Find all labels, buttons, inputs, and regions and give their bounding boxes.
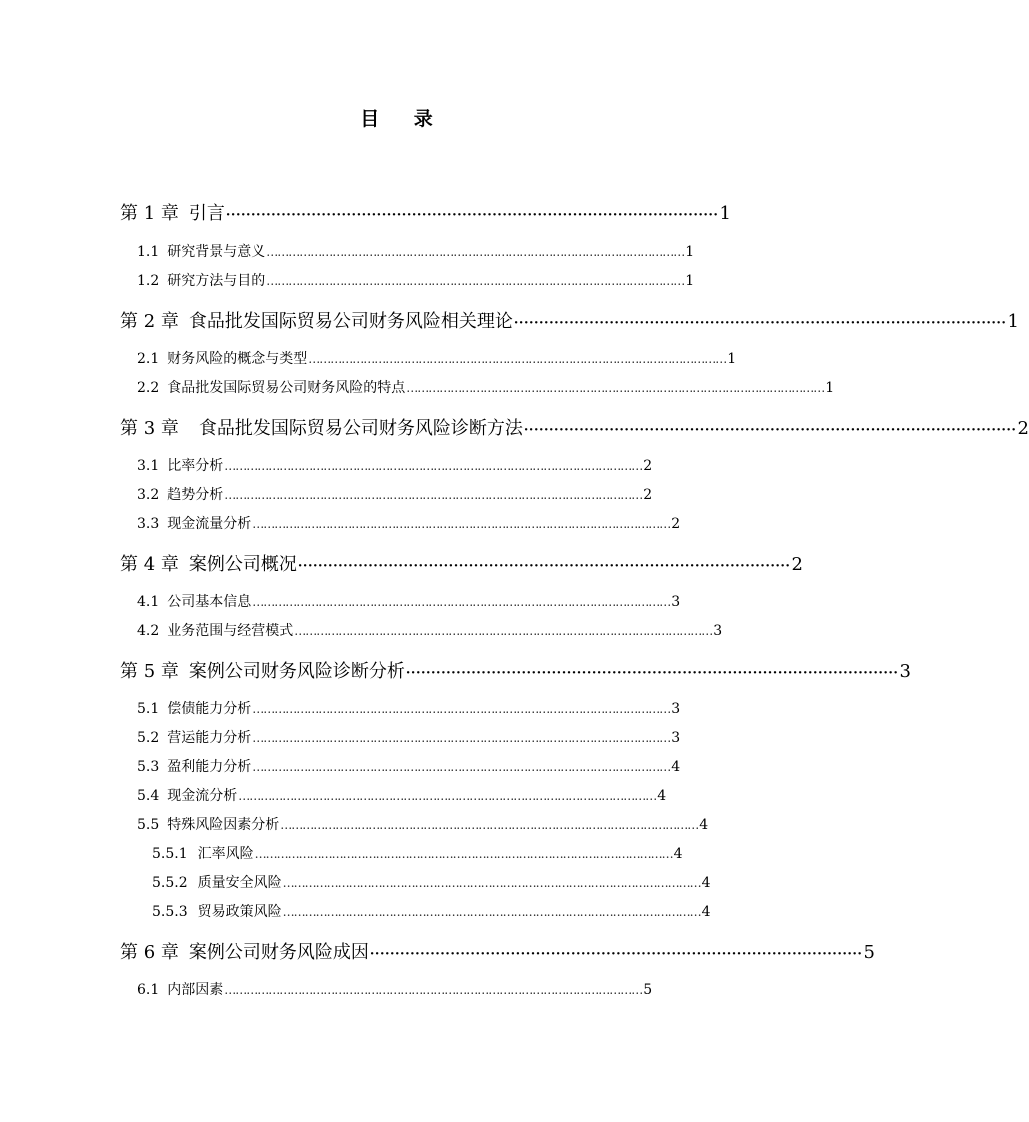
page-title: 目 录	[360, 108, 447, 130]
toc-section-5-5[interactable]	[137, 814, 709, 834]
toc-text: 案例公司概况	[188, 554, 297, 575]
toc-page: 3	[713, 623, 723, 639]
toc-leader: ··································································································	[225, 208, 719, 223]
toc-leader: ……………………………………………………………………………………………………	[224, 488, 643, 502]
toc-text: 食品批发国际贸易公司财务风险相关理论	[188, 311, 513, 332]
toc-page: 5	[863, 942, 875, 963]
toc-text: 研究背景与意义	[167, 244, 266, 260]
toc-leader: ……………………………………………………………………………………………………	[224, 459, 643, 473]
toc-number: 第 4 章	[120, 554, 179, 575]
toc-page: 2	[643, 487, 653, 503]
toc-section-5-2[interactable]	[137, 727, 681, 747]
toc-text: 质量安全风险	[197, 875, 282, 891]
toc-chapter-6[interactable]	[120, 938, 875, 964]
toc-number: 2.2	[137, 380, 160, 396]
toc-leader: ……………………………………………………………………………………………………	[252, 731, 671, 745]
toc-number: 3.3	[137, 516, 160, 532]
toc-text: 财务风险的概念与类型	[167, 351, 308, 367]
toc-number: 4.1	[137, 594, 160, 610]
toc-subsection-5-5-1[interactable]	[152, 843, 683, 863]
toc-leader: ……………………………………………………………………………………………………	[252, 595, 671, 609]
toc-page: 1	[825, 380, 835, 396]
toc-page: 4	[701, 875, 711, 891]
toc-number: 5.4	[137, 788, 160, 804]
toc-page: 2	[1017, 418, 1029, 439]
toc-leader: ……………………………………………………………………………………………………	[266, 274, 685, 288]
toc-number: 第 6 章	[120, 942, 179, 963]
toc-text: 特殊风险因素分析	[167, 817, 280, 833]
toc-number: 第 5 章	[120, 661, 179, 682]
toc-text: 偿债能力分析	[167, 701, 252, 717]
toc-leader: ……………………………………………………………………………………………………	[282, 905, 701, 919]
toc-number: 2.1	[137, 351, 160, 367]
toc-leader: ……………………………………………………………………………………………………	[406, 381, 825, 395]
toc-number: 5.5.1	[152, 846, 188, 862]
toc-text: 汇率风险	[197, 846, 254, 862]
toc-section-6-1[interactable]	[137, 979, 653, 999]
toc-leader: ··································································································	[513, 316, 1007, 331]
toc-number: 5.2	[137, 730, 160, 746]
toc-chapter-4[interactable]	[120, 550, 803, 576]
toc-text: 引言	[188, 203, 225, 224]
toc-page: 4	[673, 846, 683, 862]
toc-leader: ··································································································	[405, 666, 899, 681]
toc-page: 1	[727, 351, 737, 367]
toc-text: 食品批发国际贸易公司财务风险诊断方法	[198, 418, 523, 439]
toc-number: 1.2	[137, 273, 160, 289]
toc-number: 5.5.2	[152, 875, 188, 891]
toc-text: 业务范围与经营模式	[167, 623, 294, 639]
toc-page: 3	[671, 594, 681, 610]
toc-text: 趋势分析	[167, 487, 224, 503]
toc-number: 第 2 章	[120, 311, 179, 332]
toc-number: 第 3 章	[120, 418, 179, 439]
toc-leader: ··································································································	[297, 559, 791, 574]
toc-page: 1	[1007, 311, 1019, 332]
toc-page: 2	[671, 516, 681, 532]
toc-section-3-3[interactable]	[137, 513, 681, 533]
toc-section-1-1[interactable]	[137, 241, 695, 261]
toc-page: 4	[657, 788, 667, 804]
toc-page: 4	[701, 904, 711, 920]
toc-page: 3	[899, 661, 911, 682]
toc-number: 1.1	[137, 244, 160, 260]
toc-page: 4	[671, 759, 681, 775]
toc-number: 6.1	[137, 982, 160, 998]
toc-leader: ……………………………………………………………………………………………………	[280, 818, 699, 832]
toc-number: 5.3	[137, 759, 160, 775]
toc-section-4-2[interactable]	[137, 620, 723, 640]
toc-text: 比率分析	[167, 458, 224, 474]
toc-leader: ……………………………………………………………………………………………………	[252, 702, 671, 716]
toc-number: 5.5	[137, 817, 160, 833]
toc-text: 案例公司财务风险成因	[188, 942, 369, 963]
toc-leader: ……………………………………………………………………………………………………	[252, 760, 671, 774]
toc-page: 2	[643, 458, 653, 474]
toc-leader: ··································································································	[523, 423, 1017, 438]
toc-chapter-3[interactable]	[120, 414, 1029, 440]
toc-leader: ……………………………………………………………………………………………………	[254, 847, 673, 861]
toc-subsection-5-5-2[interactable]	[152, 872, 711, 892]
toc-leader: ……………………………………………………………………………………………………	[238, 789, 657, 803]
toc-chapter-5[interactable]	[120, 657, 911, 683]
toc-page: 3	[671, 730, 681, 746]
toc-leader: ……………………………………………………………………………………………………	[224, 983, 643, 997]
toc-leader: ··································································································	[369, 947, 863, 962]
toc-leader: ……………………………………………………………………………………………………	[266, 245, 685, 259]
toc-number: 3.2	[137, 487, 160, 503]
toc-chapter-2[interactable]	[120, 307, 1019, 333]
toc-number: 5.1	[137, 701, 160, 717]
toc-section-5-4[interactable]	[137, 785, 667, 805]
toc-leader: ……………………………………………………………………………………………………	[294, 624, 713, 638]
toc-number: 第 1 章	[120, 203, 179, 224]
toc-text: 现金流分析	[167, 788, 238, 804]
toc-page: 3	[671, 701, 681, 717]
toc-subsection-5-5-3[interactable]	[152, 901, 711, 921]
toc-section-3-1[interactable]	[137, 455, 653, 475]
toc-section-2-1[interactable]	[137, 348, 737, 368]
toc-section-5-1[interactable]	[137, 698, 681, 718]
toc-page: 1	[719, 203, 731, 224]
toc-text: 研究方法与目的	[167, 273, 266, 289]
toc-page: 1	[685, 273, 695, 289]
toc-section-4-1[interactable]	[137, 591, 681, 611]
toc-text: 营运能力分析	[167, 730, 252, 746]
toc-chapter-1[interactable]	[120, 199, 731, 225]
toc-section-3-2[interactable]	[137, 484, 653, 504]
toc-section-5-3[interactable]	[137, 756, 681, 776]
toc-text: 现金流量分析	[167, 516, 252, 532]
toc-number: 4.2	[137, 623, 160, 639]
toc-text: 公司基本信息	[167, 594, 252, 610]
toc-text: 案例公司财务风险诊断分析	[188, 661, 405, 682]
toc-section-1-2[interactable]	[137, 270, 695, 290]
toc-text: 盈利能力分析	[167, 759, 252, 775]
toc-section-2-2[interactable]	[137, 377, 835, 397]
toc-number: 5.5.3	[152, 904, 188, 920]
toc-leader: ……………………………………………………………………………………………………	[282, 876, 701, 890]
toc-page: 2	[791, 554, 803, 575]
toc-text: 贸易政策风险	[197, 904, 282, 920]
toc-leader: ……………………………………………………………………………………………………	[308, 352, 727, 366]
toc-text: 食品批发国际贸易公司财务风险的特点	[167, 380, 406, 396]
toc-page: 1	[685, 244, 695, 260]
toc-number: 3.1	[137, 458, 160, 474]
toc-page: 5	[643, 982, 653, 998]
toc-text: 内部因素	[167, 982, 224, 998]
toc-leader: ……………………………………………………………………………………………………	[252, 517, 671, 531]
toc-page: 4	[699, 817, 709, 833]
